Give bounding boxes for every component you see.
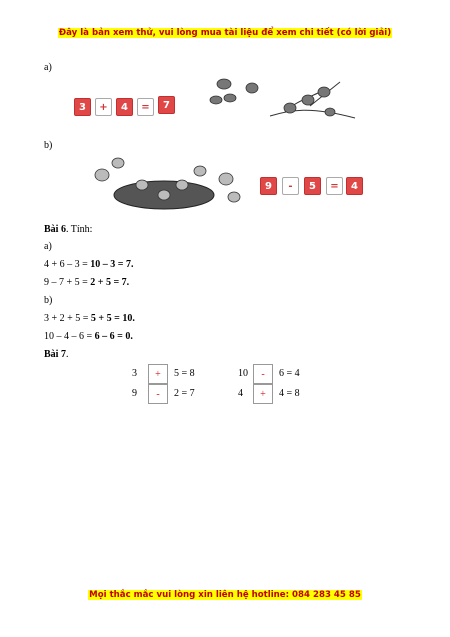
eq-b-box-5: 4 [346,177,363,195]
bai6-a-line-1: 4 + 6 – 3 = 10 – 3 = 7. [44,259,134,270]
bai7-r1-op-2: - [253,364,273,384]
bai6-b-line-2: 10 – 4 – 6 = 6 – 6 = 0. [44,331,133,342]
part-a-label: a) [44,62,52,73]
bai7-heading: Bài 7. [44,349,69,360]
eq-b-box-3: 5 [304,177,321,195]
bai6-heading [44,224,92,235]
hotline-banner: Mọi thắc mắc vui lòng xin liên hệ hotline: 084 283 45 85 [89,590,361,600]
bai6-b-label: b) [44,295,53,306]
bai7-title: Bài 7 [44,349,66,360]
bai7-r1-right-2: 6 = 4 [279,368,300,379]
bai7-r1-left-1: 3 [132,368,137,379]
frogs-illustration [80,155,250,217]
bai6-a-line-2: 9 – 7 + 5 = 2 + 5 = 7. [44,277,130,288]
bai7-r2-right-2: 4 = 8 [279,388,300,399]
eq-b-box-1: 9 [260,177,277,195]
eq-a-box-2: + [95,98,112,116]
eq-a-box-4: = [137,98,154,116]
eq-a-box-5: 7 [158,96,175,114]
bai6-title: Bài 6 [44,224,66,235]
eq-a-box-1: 3 [74,98,91,116]
eq-a-box-3: 4 [116,98,133,116]
bai6-a-label: a) [44,241,52,252]
bai6-title-suffix: . Tính: [65,224,93,235]
eq-b-box-4: = [326,177,343,195]
bai7-r2-op-2: + [253,384,273,404]
bai7-r1-right-1: 5 = 8 [174,368,195,379]
bai6-b-line-1: 3 + 2 + 5 = 5 + 5 = 10. [44,313,135,324]
birds-illustration [190,72,360,124]
bai7-r2-left-1: 9 [132,388,137,399]
bai7-r2-op-1: - [148,384,168,404]
bai7-r1-op-1: + [148,364,168,384]
bai7-r1-left-2: 10 [238,368,248,379]
preview-banner: Đây là bản xem thử, vui lòng mua tài liệu để xem chi tiết (có lời giải) [58,28,392,38]
eq-b-box-2: - [282,177,299,195]
part-b-label: b) [44,140,53,151]
bai7-r2-right-1: 2 = 7 [174,388,195,399]
bai7-r2-left-2: 4 [238,388,243,399]
